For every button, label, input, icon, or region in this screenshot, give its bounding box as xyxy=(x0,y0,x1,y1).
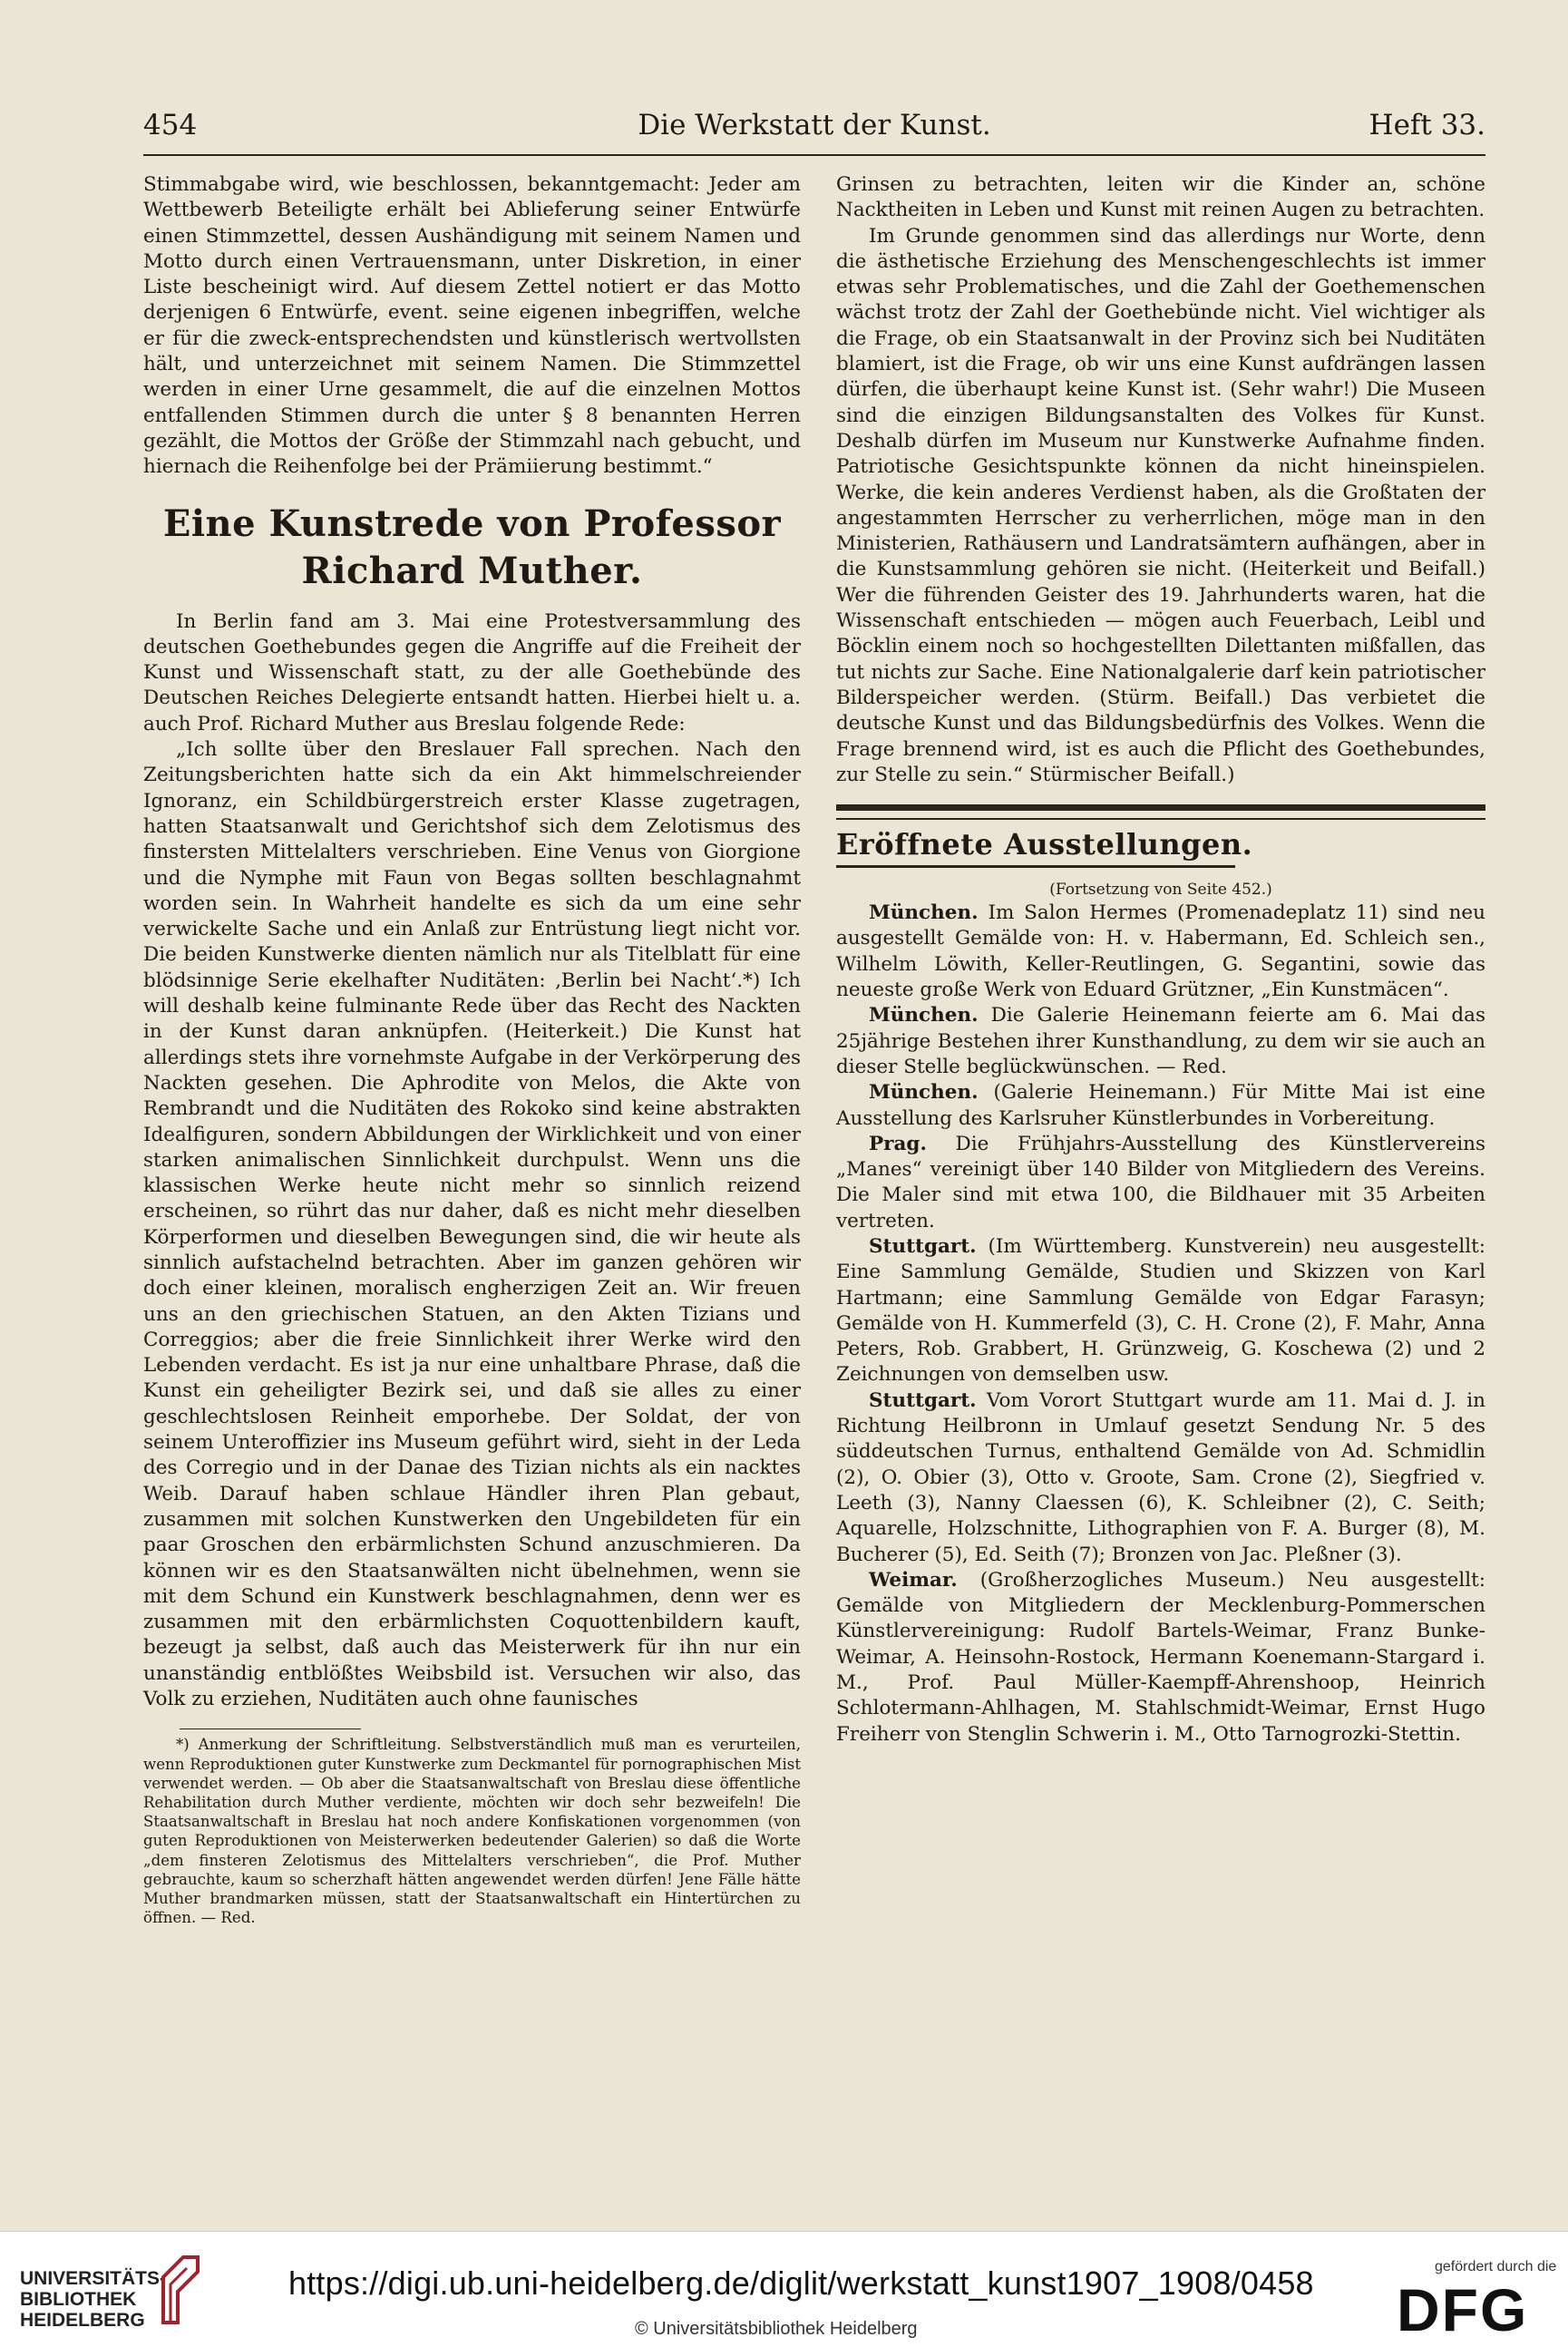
footnote: *) Anmerkung der Schriftleitung. Selbstverständlich muß man es verurteilen, wenn Reproduktionen guter Kunstwerke zum Deckmantel für pornographischen Mist verwendet werden. — Ob aber die Staatsanwaltschaft von Breslau diese öffentliche Rehabilitation durch Muther verdiente, möchten wir doch sehr bezweifeln! Die Staatsanwaltschaft in Breslau hat noch andere Konfiskationen vorgenommen (von guten Reproduktionen von Meisterwerken bedeutender Galerien) so daß die Worte „dem finsteren Zelotismus des Mittelalters verschrieben“, die Prof. Muther gebrauchte, kaum so scherzhaft hätten angewendet werden dürfen! Jene Fälle hätte Muther brandmarken müssen, statt der Staatsanwaltschaft ein Hintertürchen zu öffnen. — Red. xyxy=(143,1736,801,1927)
section-heading: Eröffnete Ausstellungen. xyxy=(836,827,1253,862)
entry-place: Stuttgart. xyxy=(869,1234,977,1258)
paragraph: In Berlin fand am 3. Mai eine Protestversammlung des deutschen Goethebundes gegen die Angriffe auf die Freiheit der Kunst und Wissenschaft statt, zu der alle Goethebünde des Deutschen Reiches Delegierte entsandt hatten. Hierbei hielt u. a. auch Prof. Richard Muther aus Breslau folgende Rede: xyxy=(143,609,801,735)
entry-place: München. xyxy=(869,1004,979,1027)
exhibition-entry xyxy=(836,1132,1485,1234)
exhibition-entry xyxy=(836,1234,1485,1388)
funding-note: gefördert durch die xyxy=(1435,2259,1557,2274)
exhibition-entry xyxy=(836,1568,1485,1748)
dfg-logo: DFG xyxy=(1397,2276,1529,2343)
entry-text: (Galerie Heinemann.) Für Mitte Mai ist eine Ausstellung des Karlsruher Künstlerbundes in Vorbereitung. xyxy=(836,1081,1485,1130)
library-logo-text xyxy=(20,2268,166,2331)
logo-line: BIBLIOTHEK xyxy=(20,2289,137,2310)
library-logo-icon xyxy=(160,2254,201,2326)
right-column xyxy=(836,172,1485,1748)
section-rule xyxy=(836,804,1485,811)
journal-title: Die Werkstatt der Kunst. xyxy=(638,109,991,141)
exhibition-entry xyxy=(836,1003,1485,1080)
issue-number: Heft 33. xyxy=(1368,109,1485,141)
permalink-url[interactable]: https://digi.ub.uni-heidelberg.de/diglit/werkstatt_kunst1907_1908/0458 xyxy=(288,2264,1314,2302)
entry-text: Die Galerie Heinemann feierte am 6. Mai das 25jährige Bestehen ihrer Kunsthandlung, zu dem wir sie auch an dieser Stelle beglückwünschen. — Red. xyxy=(836,1004,1485,1078)
entry-text: Die Frühjahrs-Ausstellung des Künstlervereins „Manes“ vereinigt über 140 Bilder von Mitgliedern des Vereins. Die Maler sind mit etwa 100, die Bildhauer mit 35 Arbeiten vertreten. xyxy=(836,1132,1485,1232)
entry-place: Prag. xyxy=(869,1132,927,1155)
section-rule-thin xyxy=(836,818,1485,820)
entry-text: Im Salon Hermes (Promenadeplatz 11) sind neu ausgestellt Gemälde von: H. v. Habermann, Ed. Schleich sen., Wilhelm Löwith, Keller-Reutlingen, G. Segantini, sowie das neueste große Werk von Eduard Grützner, „Ein Kunstmäcen“. xyxy=(836,901,1485,1002)
entry-text: Vom Vorort Stuttgart wurde am 11. Mai d. J. in Richtung Heilbronn in Umlauf gesetzt Sendung Nr. 5 des süddeutschen Turnus, enthaltend Gemälde von Ad. Schmidlin (2), O. Obier (3), Otto v. Groote, Sam. Crone (2), Siegfried v. Leeth (3), Nanny Claessen (6), K. Schleibner (2), C. Seith; Aquarelle, Holzschnitte, Lithographien von F. A. Burger (8), M. Bucherer (5), Ed. Seith (7); Bronzen von Jac. Pleßner (3). xyxy=(836,1388,1485,1566)
entry-text: (Im Württemberg. Kunstverein) neu ausgestellt: Eine Sammlung Gemälde, Studien und Skizzen von Karl Hartmann; eine Sammlung Gemälde von Edgar Farasyn; Gemälde von H. Kummerfeld (3), C. H. Crone (2), F. Mahr, Anna Peters, Rob. Grabbert, H. Grünzweig, G. Koschewa (2) und 2 Zeichnungen von demselben usw. xyxy=(836,1234,1485,1387)
copyright-notice: © Universitätsbibliothek Heidelberg xyxy=(635,2319,918,2339)
entry-text: (Großherzogliches Museum.) Neu ausgestellt: Gemälde von Mitgliedern der Mecklenburg-Pommerschen Künstlervereinigung: Rudolf Bartels-Weimar, Franz Bunke-Weimar, A. Heinsohn-Rostock, Hermann Koenemann-Stargard i. M., Prof. Paul Müller-Kaempff-Ahrenshoop, Heinrich Schlotermann-Ahlhagen, M. Stahlschmidt-Weimar, Ernst Hugo Freiherr von Stenglin Schwerin i. M., Otto Tarnogrozki-Stettin. xyxy=(836,1568,1485,1746)
heading-underline xyxy=(836,865,1235,868)
exhibition-entry xyxy=(836,1388,1485,1568)
library-banner xyxy=(0,2231,1568,2347)
exhibition-entry xyxy=(836,901,1485,1003)
logo-line: UNIVERSITÄTS- xyxy=(20,2268,167,2289)
left-column xyxy=(143,172,801,1927)
exhibition-entry xyxy=(836,1080,1485,1132)
paragraph: Im Grunde genommen sind das allerdings nur Worte, denn die ästhetische Erziehung des Menschengeschlechts ist immer etwas sehr Problematisches, und die Zahl der Goethemenschen wächst trotz der Zahl der Goethebünde nicht. Viel wichtiger als die Frage, ob ein Staatsanwalt in der Provinz sich bei Nuditäten blamiert, ist die Frage, ob wir uns eine Kunst aufdrängen lassen dürfen, die überhaupt keine Kunst ist. (Sehr wahr!) Die Museen sind die einzigen Bildungsanstalten des Volkes für Kunst. Deshalb dürfen im Museum nur Kunstwerke Aufnahme finden. Patriotische Gesichtspunkte können da nicht hineinspielen. Werke, die kein anderes Verdienst haben, als die Großtaten der angestammten Herrscher zu verherrlichen, möge man in den Ministerien, Rathäusern und Landratsämtern aufhängen, aber in die Kunstsammlung gehören sie nicht. (Heiterkeit und Beifall.) Wer die führenden Geister des 19. Jahrhunderts waren, hat die Wissenschaft entschieden — mögen auch Feuerbach, Leibl und Böcklin einem noch so hochgestellten Dilettanten mißfallen, das tut nichts zur Sache. Eine Nationalgalerie darf kein patriotischer Bilderspeicher werden. (Stürm. Beifall.) Das verbietet die deutsche Kunst und das Bildungsbedürfnis des Volkes. Wenn die Frage brennend wird, ist es auch die Pflicht des Goethebundes, zur Stelle zu sein.“ Stürmischer Beifall.) xyxy=(836,224,1485,786)
page-number: 454 xyxy=(143,109,198,141)
header-rule xyxy=(143,154,1485,156)
article-heading: Eine Kunstrede von Professor Richard Muther. xyxy=(162,502,782,592)
entry-place: Stuttgart. xyxy=(869,1388,977,1412)
paragraph: Stimmabgabe wird, wie beschlossen, bekanntgemacht: Jeder am Wettbewerb Beteiligte erhält bei Ablieferung seiner Entwürfe einen Stimmzettel, dessen Aushändigung mit seinem Namen und Motto durch einen Vertrauensmann, unter Diskretion, in einer Liste bescheinigt wird. Auf diesem Zettel notiert er das Motto derjenigen 6 Entwürfe, event. seine eigenen inbegriffen, welche er für die zweck-entsprechendsten und künstlerisch wertvollsten hält, und unterzeichnet mit seinem Namen. Die Stimmzettel werden in einer Urne gesammelt, die auf die einzelnen Mottos entfallenden Stimmen durch die unter § 8 benannten Herren gezählt, die Mottos der Größe der Stimmzahl nach gebucht, und hiernach die Reihenfolge bei der Prämiierung bestimmt.“ xyxy=(143,173,801,479)
paragraph: Grinsen zu betrachten, leiten wir die Kinder an, schöne Nacktheiten in Leben und Kunst mit reinen Augen zu betrachten. xyxy=(836,173,1485,222)
logo-line: HEIDELBERG xyxy=(20,2310,145,2331)
entry-place: München. xyxy=(869,1081,979,1105)
continuation-note: (Fortsetzung von Seite 452.) xyxy=(1049,881,1272,900)
running-header xyxy=(143,109,1485,151)
entry-place: Weimar. xyxy=(869,1568,958,1592)
entry-place: München. xyxy=(869,901,979,925)
paragraph: „Ich sollte über den Breslauer Fall sprechen. Nach den Zeitungsberichten hatte sich da ein Akt himmelschreiender Ignoranz, ein Schildbürgerstreich erster Klasse zugetragen, hatten Staatsanwalt und Gerichtshof sich dem Zelotismus des finstersten Mittelalters verschrieben. Eine Venus von Giorgione und die Nymphe mit Faun von Begas sollten beschlagnahmt worden sein. In Wahrheit handelte es sich da um eine sehr verwickelte Sache und ein Anlaß zur Entrüstung liegt nicht vor. Die beiden Kunstwerke dienten nämlich nur als Titelblatt für eine blödsinnige Serie ekelhafter Nuditäten: ‚Berlin bei Nacht‘.*) Ich will deshalb keine fulminante Rede über das Recht des Nackten in der Kunst daran anknüpfen. (Heiterkeit.) Die Kunst hat allerdings stets ihre vornehmste Aufgabe in der Verkörperung des Nackten gesehen. Die Aphrodite von Melos, die Akte von Rembrandt und die Nuditäten des Rokoko sind keine abstrakten Idealfiguren, sondern Abbildungen der Wirklichkeit und von einer starken animalischen Sinnlichkeit durchpulst. Wenn uns die klassischen Werke heute nicht mehr so sinnlich reizend erscheinen, so rührt das nur daher, daß es nicht mehr dieselben Körperformen und dieselben Bewegungen sind, die wir heute als sinnlich aufstachelnd betrachten. Aber im ganzen gehören wir doch einer kleinen, moralisch engherzigen Zeit an. Wir freuen uns an den griechischen Statuen, an den Akten Tizians und Correggios; aber die freie Sinnlichkeit ihrer Werke wird den Lebenden verdacht. Es ist ja nur eine unhaltbare Phrase, daß die Kunst ein geheiligter Bezirk sei, und daß sie alles zu einer geschlechtslosen Reinheit emporhebe. Der Soldat, der von seinem Unteroffizier ins Museum geführt wird, sieht in der Leda des Corregio und in der Danae des Tizian nichts als ein nacktes Weib. Darauf haben schlaue Händler ihren Plan gebaut, zusammen mit solchen Kunstwerken den Ungebildeten für ein paar Groschen den erbärmlichsten Schund anzuschmieren. Da können wir es den Staatsanwälten nicht übelnehmen, wenn sie mit dem Schund ein Kunstwerk beschlagnahmen, denn wer es zusammen mit den erbärmlichsten Coquottenbildern kauft, bezeugt ja selbst, daß auch das Meisterwerk für ihn nur ein unanständig entblößtes Weibsbild ist. Versuchen wir also, das Volk zu erziehen, Nuditäten auch ohne faunisches xyxy=(143,738,801,1711)
